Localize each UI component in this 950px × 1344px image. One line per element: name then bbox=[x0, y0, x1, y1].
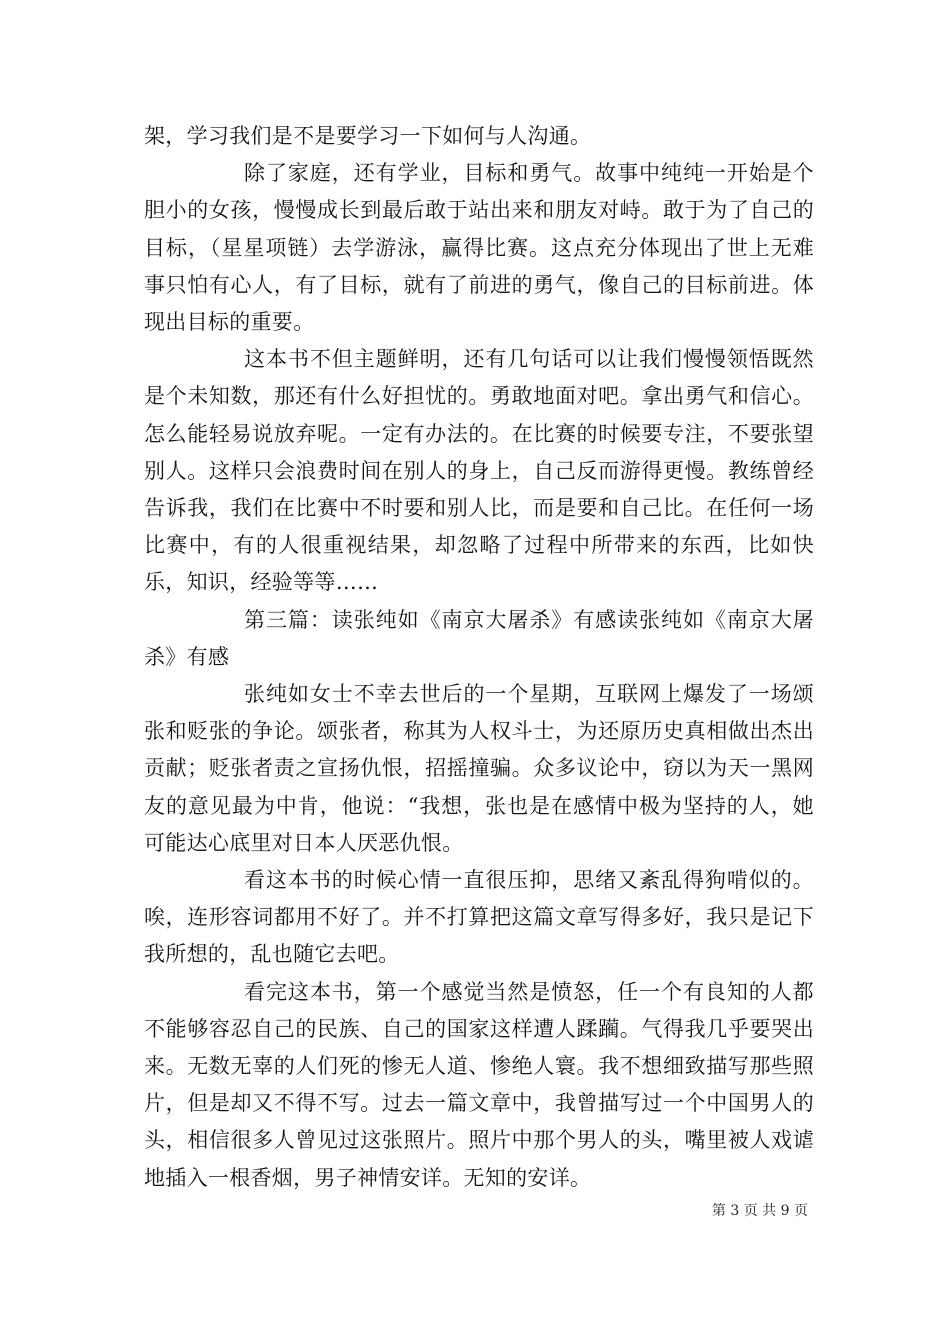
paragraph-4: 张纯如女士不幸去世后的一个星期，互联网上爆发了一场颂张和贬张的争论。颂张者，称其为人权斗士，为还原历史真相做出杰出贡献；贬张者责之宣扬仇恨，招摇撞骗。众多议论中，窃以为天一黑网友的意见最为中肯，他说：“我想，张也是在感情中极为坚持的人，她可能达心底里对日本人厌恶仇恨。 bbox=[144, 682, 814, 855]
total-page-number: 9 bbox=[780, 1203, 790, 1219]
footer-prefix: 第 bbox=[711, 1203, 726, 1219]
paragraph-3: 这本书不但主题鲜明，还有几句话可以让我们慢慢领悟既然是个未知数，那还有什么好担忧的。勇敢地面对吧。拿出勇气和信心。怎么能轻易说放弃呢。一定有办法的。在比赛的时候要专注，不要张望别人。这样只会浪费时间在别人的身上，自己反而游得更慢。教练曾经告诉我，我们在比赛中不时要和别人比，而是要和自己比。在任何一场比赛中，有的人很重视结果，却忽略了过程中所带来的东西，比如快乐，知识，经验等等…… bbox=[144, 347, 814, 595]
document-body bbox=[144, 118, 814, 1197]
page-number-footer bbox=[0, 1202, 808, 1220]
paragraph-6: 看完这本书，第一个感觉当然是愤怒，任一个有良知的人都不能够容忍自己的民族、自己的国家这样遭人蹂躏。气得我几乎要哭出来。无数无辜的人们死的惨无人道、惨绝人寰。我不想细致描写那些照片，但是却又不得不写。过去一篇文章中，我曾描写过一个中国男人的头，相信很多人曾见过这张照片。照片中那个男人的头，嘴里被人戏谑地插入一根香烟，男子神情安详。无知的安详。 bbox=[144, 979, 814, 1190]
footer-middle: 页 共 bbox=[743, 1203, 777, 1219]
paragraph-2: 除了家庭，还有学业，目标和勇气。故事中纯纯一开始是个胆小的女孩，慢慢成长到最后敢于站出来和朋友对峙。敢于为了自己的目标，（星星项链）去学游泳，赢得比赛。这点充分体现出了世上无难事只怕有心人，有了目标，就有了前进的勇气，像自己的目标前进。体现出目标的重要。 bbox=[144, 161, 814, 335]
paragraph-5: 看这本书的时候心情一直很压抑，思绪又紊乱得狗啃似的。唉，连形容词都用不好了。并不打算把这篇文章写得多好，我只是记下我所想的，乱也随它去吧。 bbox=[144, 868, 814, 967]
paragraph-1: 架，学习我们是不是要学习一下如何与人沟通。 bbox=[144, 124, 592, 148]
current-page-number: 3 bbox=[730, 1203, 740, 1219]
section-heading: 第三篇：读张纯如《南京大屠杀》有感读张纯如《南京大屠杀》有感 bbox=[144, 607, 814, 669]
footer-suffix: 页 bbox=[794, 1203, 808, 1219]
